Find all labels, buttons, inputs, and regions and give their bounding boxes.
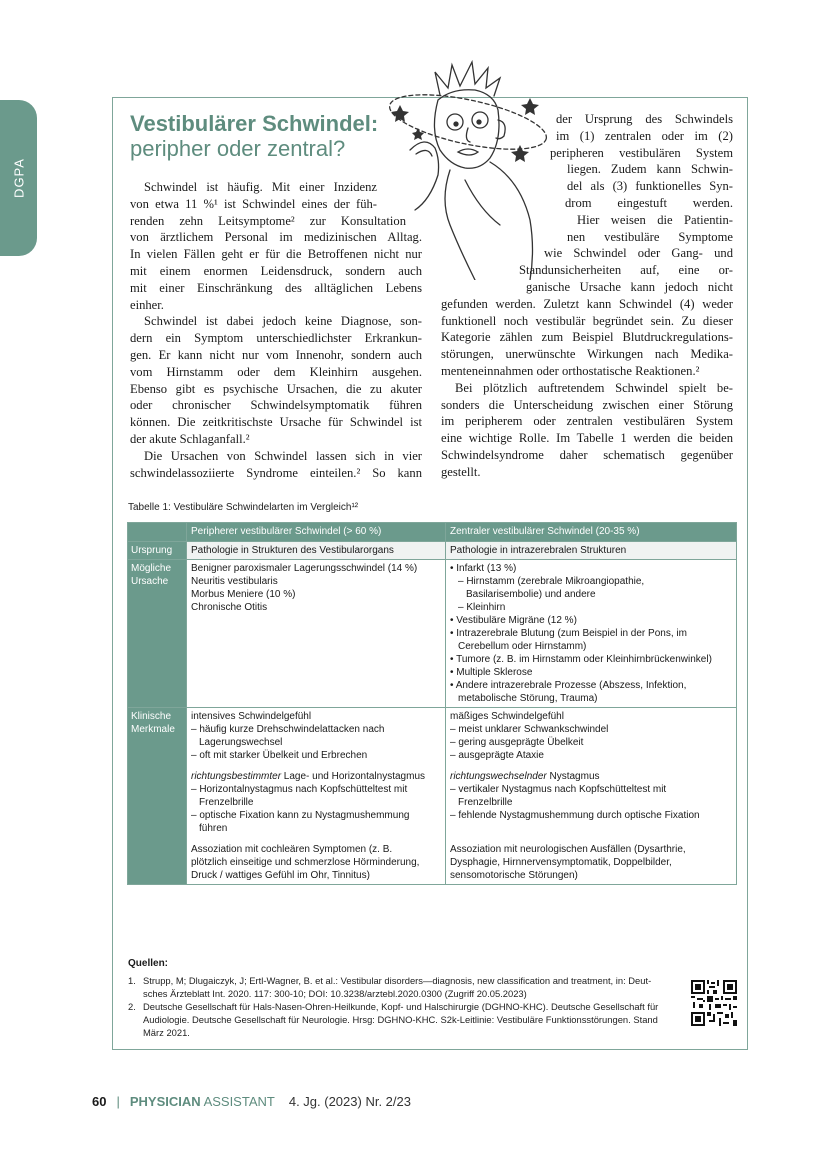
article-title: Vestibulärer Schwindel: xyxy=(130,111,379,136)
cell-line: • Multiple Sklerose xyxy=(450,667,533,678)
table-caption: Tabelle 1: Vestibuläre Schwindelarten im Vergleich¹² xyxy=(128,502,359,513)
cell-line: – vertikaler Nystagmus nach Kopfschütteltest mit xyxy=(450,784,667,795)
cell-line: – Hirnstamm (zerebrale Mikroangiopathie, xyxy=(458,576,645,587)
row-label-line: Klinische xyxy=(131,711,172,722)
cell-line: Frenzelbrille xyxy=(199,797,254,808)
text-line: nen vestibuläre Symptome xyxy=(567,229,733,244)
text-line: im peripherem oder zentralen vestibulären System xyxy=(441,414,733,429)
cell-line xyxy=(450,830,732,843)
issue-info: 4. Jg. (2023) Nr. 2/23 xyxy=(288,1094,411,1109)
text-line: eine wichtige Rolle. Im Tabelle 1 werden die beiden xyxy=(441,431,733,446)
source-item xyxy=(128,974,688,1000)
source-number: 2. xyxy=(128,1001,136,1012)
source-number: 1. xyxy=(128,975,136,986)
text-line: peripheren vestibulären System xyxy=(550,145,733,160)
cell-origin-central: Pathologie in intrazerebralen Strukturen xyxy=(446,542,737,560)
cell-line: • Infarkt (13 %) xyxy=(450,563,517,574)
cell-line: Assoziation mit neurologischen Ausfällen (Dysarthrie, xyxy=(450,844,686,855)
cell-line: – meist unklarer Schwankschwindel xyxy=(450,724,609,735)
text-line: renden zehn Leitsymptome² zur Konsultation xyxy=(130,213,406,228)
text-line: menteneinnahmen oder orthostatische Reaktionen.² xyxy=(441,363,700,378)
cell-line: – Kleinhirn xyxy=(458,602,506,613)
comparison-table xyxy=(127,522,737,885)
cell-clinical-central xyxy=(446,708,737,885)
text-line: Bei plötzlich auftretendem Schwindel spielt be- xyxy=(455,380,733,395)
row-label-origin: Ursprung xyxy=(128,542,187,560)
sources-heading: Quellen: xyxy=(128,958,169,969)
text-line: Standunsicherheiten auf, eine or- xyxy=(519,263,733,278)
brand-light: ASSISTANT xyxy=(203,1094,275,1109)
cell-line: sensomotorische Störungen) xyxy=(450,870,578,881)
italic-term: richtungsbestimmter xyxy=(191,771,282,782)
column-header-central: Zentraler vestibulärer Schwindel (20-35 %) xyxy=(446,523,737,542)
text-line: mit einem enormen Leidensdruck, sondern auch xyxy=(130,263,422,278)
text-line: können. Die zeitkritischste Ursache für Schwindel ist xyxy=(130,415,422,430)
text-line: störungen, unerwünschte Wirkungen nach Medika- xyxy=(441,347,733,362)
cell-line: • Vestibuläre Migräne (12 %) xyxy=(450,615,577,626)
table-row-origin xyxy=(128,542,737,560)
cell-line: Cerebellum oder Hirnstamm) xyxy=(458,641,587,652)
text-line: Schwindel ist dabei jedoch keine Diagnose, son- xyxy=(144,314,422,329)
cell-line xyxy=(450,770,732,783)
text-line: ganische Ursache kann jedoch nicht xyxy=(526,279,733,294)
cell-line: Benigner paroxismaler Lagerungsschwindel (14 %) xyxy=(191,563,418,574)
cell-line: führen xyxy=(199,823,228,834)
cell-line xyxy=(191,770,441,783)
text-line: Kategorie zählen zum Beispiel Blutdruckregulations- xyxy=(441,330,733,345)
right-column xyxy=(441,111,733,481)
text-line: del als (3) funktionelles Syn- xyxy=(567,179,733,194)
text-line: der akute Schlaganfall.² xyxy=(130,431,250,446)
text-line: funktionell noch vestibulär begründet sein. Zu dieser xyxy=(441,313,733,328)
cell-line: – optische Fixation kann zu Nystagmushemmung xyxy=(191,810,410,821)
text-line: gestellt. xyxy=(441,464,481,479)
text-line: schwindelassoziierte Syndrome einteilen.² So kann xyxy=(130,465,422,480)
spacer xyxy=(450,822,732,830)
cell-line: Frenzelbrille xyxy=(458,797,513,808)
table-header-row xyxy=(128,523,737,542)
cell-text: Nystagmus xyxy=(546,771,600,782)
source-text: Strupp, M; Dlugaiczyk, J; Ertl-Wagner, B. et al.: Vestibular disorders—diagnosis, new classification and treatment, in: Deut- xyxy=(143,975,652,986)
cell-line: – ausgeprägte Ataxie xyxy=(450,750,544,761)
text-line: gefunden werden. Zuletzt kann Schwindel (4) weder xyxy=(441,296,733,311)
page-number: 60 xyxy=(92,1094,107,1109)
text-line: von ärztlichem Personal im medizinischen Alltag. xyxy=(130,230,422,245)
cell-line: – fehlende Nystagmushemmung durch optische Fixation xyxy=(450,810,700,821)
row-label-clinical xyxy=(128,708,187,885)
text-line: wie Schwindel oder Gang- und xyxy=(544,246,733,261)
cell-line: plötzlich einseitige und schmerzlose Hörminderung, xyxy=(191,857,420,868)
text-line: gen. Er kann nicht nur vom Innenohr, sondern auch xyxy=(130,347,422,362)
column-header-peripheral: Peripherer vestibulärer Schwindel (> 60 %) xyxy=(187,523,446,542)
spacer xyxy=(191,835,441,843)
side-tab xyxy=(0,100,37,256)
text-line: oder chronischer Schwindelsymptomatik führen xyxy=(130,398,422,413)
cell-line: – gering ausgeprägte Übelkeit xyxy=(450,737,584,748)
text-line: Die Ursachen von Schwindel lassen sich in vier xyxy=(144,448,422,463)
cell-line: Druck / wattiges Gefühl im Ohr, Tinnitus) xyxy=(191,870,370,881)
spacer xyxy=(191,762,441,770)
cell-line: • Andere intrazerebrale Prozesse (Abszess, Infektion, xyxy=(450,680,687,691)
row-label-line: Mögliche xyxy=(131,563,172,574)
footer-separator: | xyxy=(116,1094,120,1109)
text-line: mit einer Einschränkung des alltäglichen Lebens xyxy=(130,280,422,295)
side-tab-label: DGPA xyxy=(11,158,26,198)
row-label-cause xyxy=(128,560,187,708)
qr-code-icon[interactable] xyxy=(691,980,737,1026)
text-line: liegen. Zudem kann Schwin- xyxy=(567,162,733,177)
cell-line: Basilarisembolie) und andere xyxy=(466,589,596,600)
text-line: drom eingestuft werden. xyxy=(565,195,733,210)
cell-line: Dysphagie, Hirnnervensymptomatik, Doppelbilder, xyxy=(450,857,672,868)
cell-cause-peripheral xyxy=(187,560,446,708)
cell-line: Lagerungswechsel xyxy=(199,737,283,748)
table-row-clinical xyxy=(128,708,737,885)
italic-term: richtungswechselnder xyxy=(450,771,547,782)
text-line: der Ursprung des Schwindels xyxy=(556,112,733,126)
text-line: im (1) zentralen oder im (2) xyxy=(556,128,733,143)
text-line: von etwa 11 %¹ ist Schwindel eines der füh- xyxy=(130,196,377,211)
cell-line: Chronische Otitis xyxy=(191,602,268,613)
cell-line: – oft mit starker Übelkeit und Erbrechen xyxy=(191,750,368,761)
text-line: Ebenso gibt es psychische Ursachen, die zu akuter xyxy=(130,381,422,396)
source-item xyxy=(128,1000,688,1039)
table-row-cause xyxy=(128,560,737,708)
left-column xyxy=(130,179,422,481)
text-line: einher. xyxy=(130,297,164,312)
text-line: dern ein Symptom unterschiedlichster Erkrankun- xyxy=(130,331,422,346)
cell-line: Assoziation mit cochleären Symptomen (z. B. xyxy=(191,844,393,855)
cell-line: – Horizontalnystagmus nach Kopfschütteltest mit xyxy=(191,784,408,795)
spacer xyxy=(450,762,732,770)
row-label-line: Ursache xyxy=(131,576,169,587)
cell-origin-peripheral: Pathologie in Strukturen des Vestibularorgans xyxy=(187,542,446,560)
cell-line: metabolische Störung, Trauma) xyxy=(458,693,598,704)
source-text: Deutsche Gesellschaft für Hals-Nasen-Ohren-Heilkunde, Kopf- und Halschirurgie (DGHNO-KHC). Deutsche Gesellschaft für xyxy=(143,1001,659,1012)
cell-line: mäßiges Schwindelgefühl xyxy=(450,711,564,722)
text-line: Hier weisen die Patientin- xyxy=(577,212,733,227)
source-text: sches Ärzteblatt Int. 2020. 117: 300-10; DOI: 10.3238/arztebl.2020.0300 (Zugriff 20.05.2023) xyxy=(143,988,527,999)
source-text: Audiologie. Deutsche Gesellschaft für Neurologie. Hrsg: DGHNO-KHC. S2k-Leitlinie: Vestibuläre Funktionsstörungen. Stand xyxy=(143,1014,658,1025)
text-line: Schwindelsyndrome daher schematisch gegenüber xyxy=(441,447,733,462)
article-subtitle: peripher oder zentral? xyxy=(130,136,346,161)
cell-text: Lage- und Horizontalnystagmus xyxy=(281,771,426,782)
brand-bold: PHYSICIAN xyxy=(129,1094,201,1109)
row-label-line: Merkmale xyxy=(131,724,175,735)
cell-cause-central xyxy=(446,560,737,708)
text-line: Schwindel ist häufig. Mit einer Inzidenz xyxy=(144,180,377,194)
cell-line: • Tumore (z. B. im Hirnstamm oder Kleinhirnbrückenwinkel) xyxy=(450,654,712,665)
text-line: sonders die Unterscheidung zwischen einer Störung xyxy=(441,397,733,412)
text-line: In vielen Fällen geht er für die Betroffenen nicht nur xyxy=(130,247,422,262)
table-corner-cell xyxy=(128,523,187,542)
source-text: März 2021. xyxy=(143,1027,190,1038)
cell-line: intensives Schwindelgefühl xyxy=(191,711,312,722)
cell-line: • Intrazerebrale Blutung (zum Beispiel in der Pons, im xyxy=(450,628,687,639)
cell-line: – häufig kurze Drehschwindelattacken nach xyxy=(191,724,385,735)
cell-line: Neuritis vestibularis xyxy=(191,576,278,587)
cell-line: Morbus Meniere (10 %) xyxy=(191,589,296,600)
text-line: vom Hirnstamm oder dem Kleinhirn ausgehen. xyxy=(130,364,422,379)
cell-clinical-peripheral xyxy=(187,708,446,885)
page-footer xyxy=(92,1094,411,1109)
